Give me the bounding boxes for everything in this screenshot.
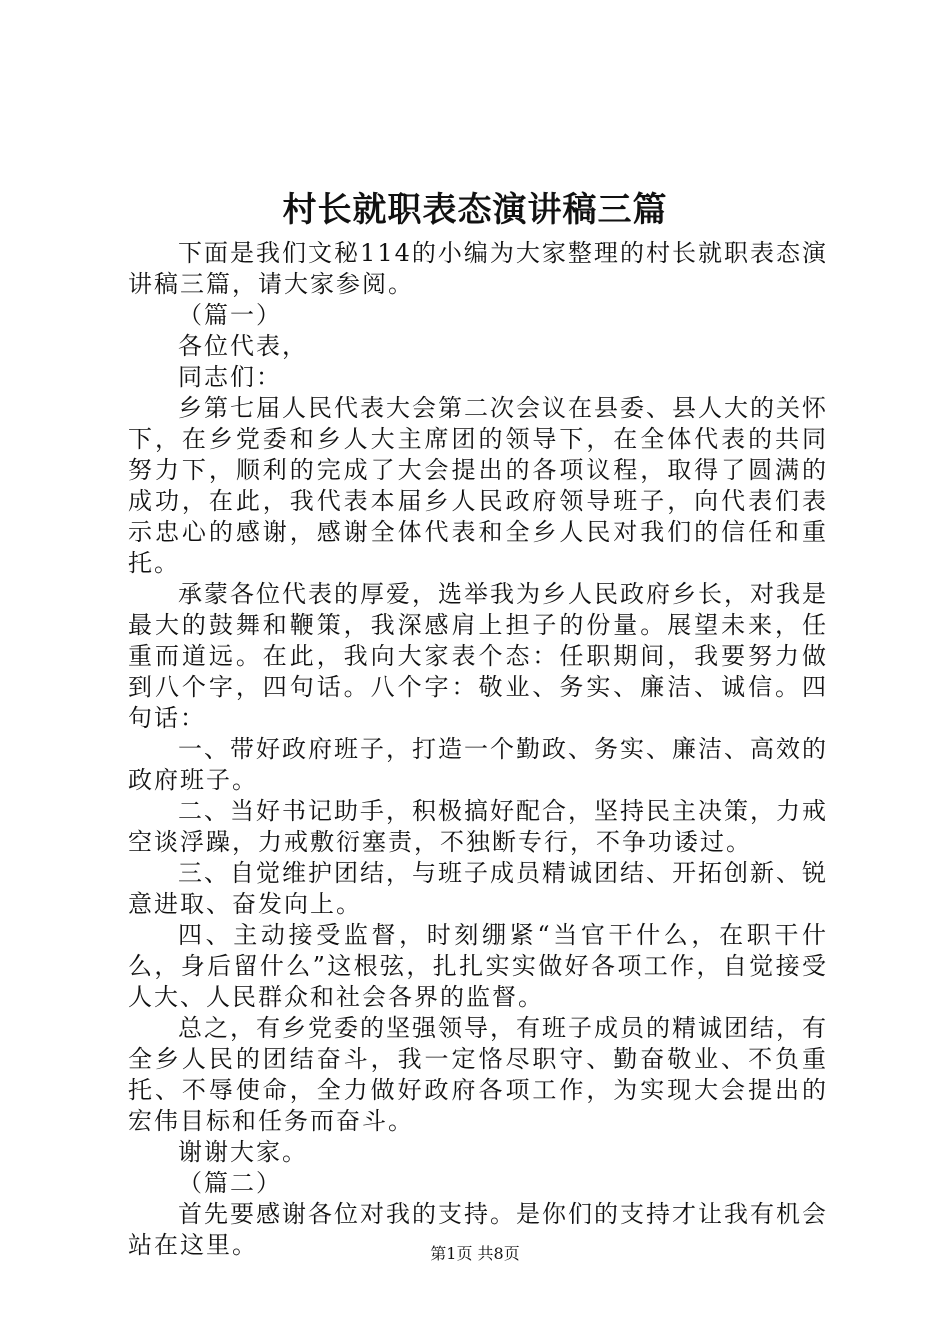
paragraph-commitment: 承蒙各位代表的厚爱，选举我为乡人民政府乡长，对我是最大的鼓舞和鞭策，我深感肩上担子的份量。展望未来，任重而道远。在此，我向大家表个态：任职期间，我要努力做到八个字，四句话。八个字：敬业、务实、廉洁、诚信。四句话： bbox=[128, 580, 828, 732]
paragraph-conclusion: 总之，有乡党委的坚强领导，有班子成员的精诚团结，有全乡人民的团结奋斗，我一定恪尽职守、勤奋敬业、不负重托、不辱使命，全力做好政府各项工作，为实现大会提出的宏伟目标和任务而奋斗。 bbox=[128, 1014, 828, 1135]
page-footer: 第1页 共8页 bbox=[430, 1244, 520, 1263]
section-heading-1: （篇一） bbox=[178, 301, 282, 329]
document-body bbox=[128, 238, 828, 1261]
paragraph-thanks: 谢谢大家。 bbox=[178, 1138, 308, 1166]
salutation-representatives: 各位代表， bbox=[178, 332, 308, 360]
section-heading-2: （篇二） bbox=[178, 1169, 282, 1197]
paragraph-point-4: 四、主动接受监督，时刻绷紧“当官干什么，在职干什么，身后留什么”这根弦，扎扎实实做好各项工作，自觉接受人大、人民群众和社会各界的监督。 bbox=[128, 921, 828, 1011]
paragraph-intro: 下面是我们文秘114的小编为大家整理的村长就职表态演讲稿三篇，请大家参阅。 bbox=[128, 239, 828, 298]
paragraph-point-2: 二、当好书记助手，积极搞好配合，坚持民主决策，力戒空谈浮躁，力戒敷衍塞责，不独断专行，不争功诿过。 bbox=[128, 797, 828, 856]
paragraph-point-1: 一、带好政府班子，打造一个勤政、务实、廉洁、高效的政府班子。 bbox=[128, 735, 828, 794]
paragraph-meeting: 乡第七届人民代表大会第二次会议在县委、县人大的关怀下，在乡党委和乡人大主席团的领导下，在全体代表的共同努力下，顺利的完成了大会提出的各项议程，取得了圆满的成功，在此，我代表本届乡人民政府领导班子，向代表们表示忠心的感谢，感谢全体代表和全乡人民对我们的信任和重托。 bbox=[128, 394, 828, 577]
paragraph-point-3: 三、自觉维护团结，与班子成员精诚团结、开拓创新、锐意进取、奋发向上。 bbox=[128, 859, 828, 918]
document-title: 村长就职表态演讲稿三篇 bbox=[282, 190, 668, 230]
salutation-comrades: 同志们： bbox=[178, 363, 282, 391]
paragraph-gratitude: 首先要感谢各位对我的支持。是你们的支持才让我有机会站在这里。 bbox=[128, 1200, 828, 1259]
